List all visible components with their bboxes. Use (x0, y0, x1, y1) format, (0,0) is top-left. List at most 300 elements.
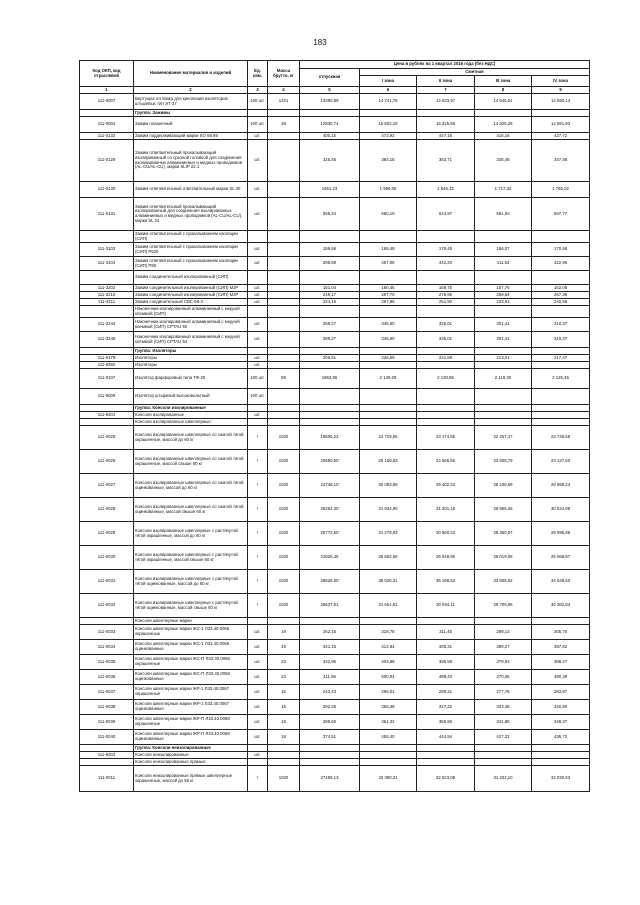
table-row (80, 700, 590, 715)
price-zone-2 (417, 306, 475, 318)
price-zone-1: 345,60 (360, 318, 417, 332)
price-zone-4 (532, 752, 590, 759)
item-unit (248, 759, 268, 766)
item-code: 111-0040 (80, 730, 134, 745)
item-unit (248, 110, 268, 117)
price-zone-2: 347,22 (417, 700, 475, 715)
price-zone-4: 397,82 (532, 640, 590, 655)
price-zone-1: 14 741,75 (360, 94, 417, 110)
price-wholesale: 289,27 (300, 318, 360, 332)
price-zone-4: 340,80 (532, 700, 590, 715)
item-name: Консоли изолированные швеллерные со сжатой тягой окрашенные, массой свыше 60 кг (134, 450, 248, 474)
item-unit: т (248, 498, 268, 522)
price-zone-2: 169,75 (417, 285, 475, 292)
price-zone-2: 289,21 (417, 685, 475, 700)
item-name: Зажим ответвительный с прокалыванием изоляции (СИП) Р95 (134, 257, 248, 271)
item-unit: 100 шт. (248, 369, 268, 389)
price-wholesale (300, 362, 360, 369)
item-name: Консоли изолированные швеллерные с растянутой тягой окрашенные, массой до 60 кг (134, 522, 248, 546)
price-wholesale: 151,04 (300, 285, 360, 292)
price-zone-1: 26 662,58 (360, 546, 417, 570)
price-zone-2 (417, 231, 475, 243)
item-name: Зажим ответвительный с прокалыванием изоляции (СИП) (134, 231, 248, 243)
item-code: 111-3244 (80, 318, 134, 332)
price-zone-1: 1 969,05 (360, 182, 417, 198)
price-zone-1 (360, 405, 417, 412)
table-row (80, 355, 590, 362)
item-name: Зажим ответвительный прокалывающий изолированный для соединения изолированных алюминиевых и медных проводников (AL-CU/AL-CU), марки SL 24 (134, 198, 248, 231)
price-zone-3: 470,06 (475, 670, 532, 685)
price-table (79, 60, 590, 792)
item-name: Консоли швеллерные марки ЖС-П Л33.40.0066 оцинкованные (134, 670, 248, 685)
price-zone-4: 29 995,86 (532, 522, 590, 546)
item-code (80, 271, 134, 285)
price-wholesale: 12830,74 (300, 117, 360, 133)
table-row (80, 133, 590, 140)
item-code: 111-0038 (80, 700, 134, 715)
item-unit: шт. (248, 140, 268, 182)
price-zone-1: 31 278,93 (360, 522, 417, 546)
item-code (80, 348, 134, 355)
price-wholesale: 332,96 (300, 655, 360, 670)
price-zone-3: 157,76 (475, 285, 532, 292)
item-mass: 18 (268, 715, 300, 730)
group-row (80, 405, 590, 412)
item-mass (268, 362, 300, 369)
item-mass: 1221 (268, 94, 300, 110)
price-wholesale (300, 306, 360, 318)
item-unit: шт. (248, 715, 268, 730)
item-name: Группа: Зажимы (134, 110, 248, 117)
item-mass (268, 332, 300, 348)
item-unit: 100 шт. (248, 117, 268, 133)
price-zone-3 (475, 745, 532, 752)
item-code: 111-3245 (80, 332, 134, 348)
price-zone-3: 14 546,51 (475, 94, 532, 110)
item-mass (268, 306, 300, 318)
price-wholesale (300, 389, 360, 405)
item-code: 111-0030 (80, 546, 134, 570)
item-name: Группа: Консоли изолированные (134, 405, 248, 412)
item-unit: 100 шт. (248, 94, 268, 110)
price-zone-1 (360, 306, 417, 318)
price-zone-1: 33 390,31 (360, 766, 417, 792)
price-zone-1: 355,38 (360, 700, 417, 715)
price-zone-3: 22 257,47 (475, 426, 532, 450)
price-zone-2: 624,97 (417, 198, 475, 231)
item-unit: шт. (248, 655, 268, 670)
header-zone-2: II зона (417, 76, 475, 87)
table-row (80, 332, 590, 348)
price-zone-3 (475, 759, 532, 766)
item-mass (268, 133, 300, 140)
table-row (80, 474, 590, 498)
price-wholesale: 26637,51 (300, 594, 360, 618)
table-row (80, 257, 590, 271)
price-zone-2 (417, 759, 475, 766)
table-row (80, 570, 590, 594)
price-zone-1 (360, 348, 417, 355)
price-wholesale: 224,19 (300, 299, 360, 306)
item-mass: 15 (268, 685, 300, 700)
item-code: 111-9202 (80, 752, 134, 759)
item-code: 111-0028 (80, 498, 134, 522)
item-unit: т (248, 766, 268, 792)
price-zone-3: 411,53 (475, 257, 532, 271)
table-row (80, 759, 590, 766)
header-wholesale: отпускная (300, 69, 360, 87)
price-wholesale: 29826,90 (300, 570, 360, 594)
price-zone-4: 2 125,45 (532, 369, 590, 389)
price-wholesale: 1863,86 (300, 369, 360, 389)
price-zone-1: 364,32 (360, 715, 417, 730)
table-row (80, 670, 590, 685)
price-zone-2: 363,71 (417, 140, 475, 182)
price-zone-1: 30 093,69 (360, 474, 417, 498)
item-code (80, 759, 134, 766)
price-zone-1: 23 719,56 (360, 426, 417, 450)
table-row (80, 655, 590, 670)
price-zone-4: 170,68 (532, 243, 590, 257)
item-unit: шт. (248, 198, 268, 231)
price-zone-1: 455,40 (360, 730, 417, 745)
table-row (80, 685, 590, 700)
header-zone-1: I зона (360, 76, 417, 87)
item-mass (268, 299, 300, 306)
price-zone-1: 467,06 (360, 257, 417, 271)
item-name: Консоли швеллерные марки ЖР-1 Л33.40.0067 окрашенные (134, 685, 248, 700)
price-zone-3: 28 238,69 (475, 474, 532, 498)
price-zone-4: 310,37 (532, 332, 590, 348)
price-wholesale: 19506,22 (300, 426, 360, 450)
price-zone-4: 427,72 (532, 133, 590, 140)
col-number: 7 (417, 87, 475, 94)
price-wholesale (300, 745, 360, 752)
item-unit (248, 745, 268, 752)
price-zone-2: 325,01 (417, 318, 475, 332)
price-zone-2: 405,31 (417, 640, 475, 655)
price-wholesale: 325,45 (300, 140, 360, 182)
price-zone-3: 1 717,32 (475, 182, 532, 198)
price-zone-4 (532, 231, 590, 243)
item-unit (248, 306, 268, 318)
item-name: Консоли швеллерные марки ЖР-1 Л33.40.0067 оцинкованные (134, 700, 248, 715)
price-zone-2: 489,43 (417, 670, 475, 685)
group-row (80, 745, 590, 752)
price-wholesale: 159,68 (300, 243, 360, 257)
item-unit: шт. (248, 332, 268, 348)
price-zone-4 (532, 745, 590, 752)
price-zone-4: 310,37 (532, 318, 590, 332)
item-name: Изолятор фарфоровый типа ТФ-20 (134, 369, 248, 389)
price-wholesale (300, 110, 360, 117)
item-mass (268, 231, 300, 243)
price-zone-4: 349,37 (532, 715, 590, 730)
item-unit: шт. (248, 362, 268, 369)
col-number: 3 (248, 87, 268, 94)
price-wholesale: 206,51 (300, 355, 360, 362)
item-code: 111-0033 (80, 625, 134, 640)
price-zone-2 (417, 752, 475, 759)
item-unit (248, 419, 268, 426)
item-name: Зажим плашечный (134, 117, 248, 133)
price-zone-4: 305,70 (532, 625, 590, 640)
price-wholesale (300, 231, 360, 243)
item-name: Зажим ответвительный прокалывающий изолированный со срезной головкой для соединения изолированных алюминиевых и медных проводников (AL-CU/AL-CU), марки SLIP 22.1 (134, 140, 248, 182)
price-zone-2: 355,95 (417, 715, 475, 730)
table-row (80, 522, 590, 546)
price-zone-4: 14 851,93 (532, 117, 590, 133)
item-unit (248, 348, 268, 355)
price-zone-4: 24 127,60 (532, 450, 590, 474)
item-name: Консоли неизолированные прямые швеллерные окрашенные, массой до 56 кг (134, 766, 248, 792)
item-name: Изоляторы (134, 355, 248, 362)
item-name: Группа: Изоляторы (134, 348, 248, 355)
item-name: Изолятор штыревой высоковольтный (134, 389, 248, 405)
price-zone-2 (417, 348, 475, 355)
table-row (80, 117, 590, 133)
price-zone-4 (532, 306, 590, 318)
item-unit: шт. (248, 257, 268, 271)
item-name: Изоляторы (134, 362, 248, 369)
item-mass (268, 140, 300, 182)
price-zone-2: 278,96 (417, 292, 475, 299)
item-mass: 1020 (268, 450, 300, 474)
item-mass (268, 110, 300, 117)
price-zone-4 (532, 419, 590, 426)
price-zone-2: 1 846,32 (417, 182, 475, 198)
price-zone-4: 217,47 (532, 355, 590, 362)
item-name: Наконечник изолированный алюминиевый с медной клеммой (СИП) (134, 306, 248, 318)
price-wholesale: 24748,10 (300, 474, 360, 498)
item-unit: шт. (248, 182, 268, 198)
header-zone-4: IV зона (532, 76, 590, 87)
price-zone-1 (360, 231, 417, 243)
price-zone-1 (360, 389, 417, 405)
price-wholesale (300, 752, 360, 759)
item-name: Зажим соединительный изолированный (СИП) (134, 271, 248, 285)
table-row (80, 625, 590, 640)
table-row (80, 182, 590, 198)
item-mass (268, 318, 300, 332)
price-zone-4: 267,35 (532, 292, 590, 299)
price-zone-1: 188,48 (360, 243, 417, 257)
price-zone-2 (417, 362, 475, 369)
item-unit: шт. (248, 318, 268, 332)
item-mass: 1020 (268, 426, 300, 450)
item-code: 111-0031 (80, 570, 134, 594)
item-code: 111-0011 (80, 766, 134, 792)
item-name: Группа: Консоли неизолированные (134, 745, 248, 752)
item-unit: шт. (248, 752, 268, 759)
price-wholesale: 262,15 (300, 625, 360, 640)
item-mass (268, 355, 300, 362)
item-mass: 15 (268, 700, 300, 715)
price-zone-3: 299,13 (475, 625, 532, 640)
price-zone-1: 414,84 (360, 640, 417, 655)
item-mass (268, 745, 300, 752)
price-zone-3: 389,27 (475, 640, 532, 655)
price-zone-4 (532, 389, 590, 405)
price-wholesale: 1651,23 (300, 182, 360, 198)
group-row (80, 110, 590, 117)
price-wholesale (300, 412, 360, 419)
item-unit: шт. (248, 670, 268, 685)
table-row (80, 271, 590, 285)
price-zone-3: 301,41 (475, 318, 532, 332)
price-zone-3: 29 350,87 (475, 522, 532, 546)
item-code: 111-0025 (80, 426, 134, 450)
header-unit: Ед. изм. (248, 61, 268, 87)
item-code: 111-9009 (80, 389, 134, 405)
price-zone-3 (475, 348, 532, 355)
item-mass (268, 618, 300, 625)
item-name: Консоли изолированные швеллерные: (134, 419, 248, 426)
item-mass: 1020 (268, 498, 300, 522)
price-zone-1: 660,10 (360, 198, 417, 231)
price-zone-3: 581,62 (475, 198, 532, 231)
price-zone-1: 267,86 (360, 299, 417, 306)
price-wholesale (300, 618, 360, 625)
price-zone-4: 436,72 (532, 730, 590, 745)
price-zone-2: 447,18 (417, 133, 475, 140)
item-mass (268, 182, 300, 198)
table-row (80, 243, 590, 257)
item-code (80, 110, 134, 117)
price-zone-3: 233,61 (475, 299, 532, 306)
price-zone-2: 35 198,53 (417, 570, 475, 594)
item-mass: 1020 (268, 594, 300, 618)
item-mass (268, 243, 300, 257)
price-zone-2: 31 201,18 (417, 498, 475, 522)
price-zone-1: 15 602,18 (360, 117, 417, 133)
price-zone-4 (532, 405, 590, 412)
price-wholesale (300, 271, 360, 285)
item-mass (268, 412, 300, 419)
price-zone-3: 25 019,08 (475, 546, 532, 570)
price-zone-2: 26 049,95 (417, 546, 475, 570)
item-unit: т (248, 594, 268, 618)
price-wholesale: 13380,89 (300, 94, 360, 110)
price-zone-3 (475, 231, 532, 243)
table-row (80, 198, 590, 231)
price-zone-3 (475, 362, 532, 369)
item-name: Консоли изолированные швеллерные со сжатой тягой окрашенные, массой до 60 кг (134, 426, 248, 450)
price-zone-4: 14 590,14 (532, 94, 590, 110)
price-zone-4 (532, 271, 590, 285)
price-zone-3 (475, 618, 532, 625)
item-name: Консоли изолированные швеллерные с растянутой тягой оцинкованные, массой до 60 кг (134, 570, 248, 594)
price-zone-3: 213,01 (475, 355, 532, 362)
price-zone-2: 30 560,22 (417, 522, 475, 546)
price-wholesale: 27459,13 (300, 766, 360, 792)
table-row (80, 362, 590, 369)
item-name: Зажим соединительный СВС-59-3 (134, 299, 248, 306)
price-zone-1 (360, 412, 417, 419)
price-zone-4: 1 765,02 (532, 182, 590, 198)
table-row (80, 715, 590, 730)
item-unit: шт. (248, 640, 268, 655)
price-zone-1: 473,92 (360, 133, 417, 140)
price-zone-3: 31 332,10 (475, 766, 532, 792)
item-unit: шт. (248, 412, 268, 419)
price-zone-1: 2 149,09 (360, 369, 417, 389)
item-code (80, 405, 134, 412)
price-zone-3: 2 118,30 (475, 369, 532, 389)
price-zone-4 (532, 759, 590, 766)
column-number-row (80, 87, 590, 94)
price-wholesale (300, 348, 360, 355)
item-unit: шт. (248, 355, 268, 362)
header-price-title: Цена в рублях на 1 квартал 2016 года (без НДС) (300, 61, 590, 69)
item-mass: 1020 (268, 766, 300, 792)
item-name: Зажим ответвительный с прокалыванием изоляции (СИП) Р630 (134, 243, 248, 257)
price-zone-3: 341,86 (475, 715, 532, 730)
price-zone-2: 325,01 (417, 332, 475, 348)
header-mass: Масса брутто, кг (268, 61, 300, 87)
price-zone-2: 23 174,55 (417, 426, 475, 450)
price-zone-1: 31 661,61 (360, 594, 417, 618)
price-zone-4: 32 020,63 (532, 766, 590, 792)
item-mass: 23 (268, 655, 300, 670)
item-code: 111-0004 (80, 117, 134, 133)
item-unit (248, 271, 268, 285)
price-zone-4: 347,88 (532, 140, 590, 182)
item-name: Консоли изолированные швеллерные со сжатой тягой оцинкованные, массой до 60 кг (134, 474, 248, 498)
col-number: 1 (80, 87, 134, 94)
item-mass (268, 759, 300, 766)
table-row (80, 752, 590, 759)
header-zone-3: III зона (475, 76, 532, 87)
item-code: 111-0131 (80, 198, 134, 231)
table-row (80, 292, 590, 299)
item-unit: шт. (248, 700, 268, 715)
item-code: 111-6179 (80, 355, 134, 362)
price-zone-2: 32 623,09 (417, 766, 475, 792)
price-zone-4 (532, 110, 590, 117)
item-name: Консоли неизолированные прямые: (134, 759, 248, 766)
price-zone-1 (360, 745, 417, 752)
table-row (80, 450, 590, 474)
price-zone-2: 29 402,22 (417, 474, 475, 498)
price-zone-4: 422,96 (532, 257, 590, 271)
price-zone-4 (532, 618, 590, 625)
price-zone-3: 23 608,79 (475, 450, 532, 474)
item-unit: шт. (248, 292, 268, 299)
price-zone-4: 480,39 (532, 670, 590, 685)
price-zone-3: 29 966,45 (475, 498, 532, 522)
header-estimate: Сметная (360, 69, 590, 76)
table-row (80, 412, 590, 419)
price-zone-3 (475, 752, 532, 759)
item-unit: т (248, 570, 268, 594)
item-code: 111-0107 (80, 369, 134, 389)
header-name: Наименование материалов и изделий (134, 61, 248, 87)
price-zone-2 (417, 419, 475, 426)
item-name: Консоли швеллерные марки ЖС-1 Л33.40.0066 оцинкованные (134, 640, 248, 655)
price-zone-1 (360, 618, 417, 625)
item-name: Консоли швеллерные марки ЖС-1 Л33.40.0066 окрашенные (134, 625, 248, 640)
item-unit (248, 231, 268, 243)
item-code: 111-0036 (80, 670, 134, 685)
price-zone-2 (417, 271, 475, 285)
item-unit: т (248, 426, 268, 450)
col-number: 9 (532, 87, 590, 94)
item-code: 111-0027 (80, 474, 134, 498)
item-mass (268, 257, 300, 271)
item-mass: 59 (268, 369, 300, 389)
price-wholesale: 25772,60 (300, 522, 360, 546)
